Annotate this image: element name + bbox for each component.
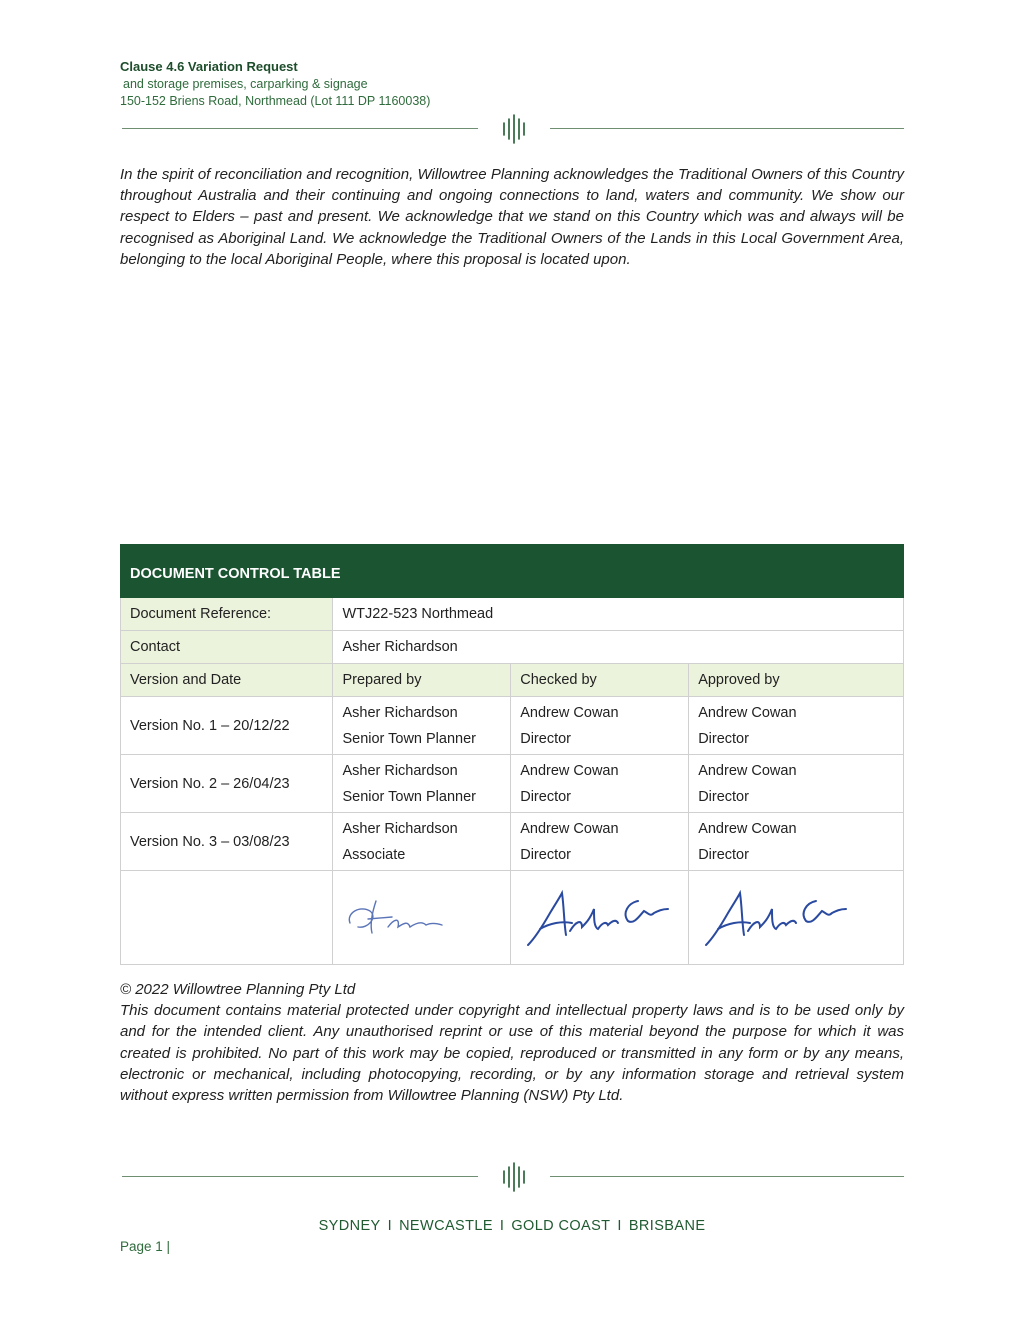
signature-row — [121, 871, 904, 965]
reference-value: WTJ22-523 Northmead — [333, 598, 904, 631]
prepared-role: Senior Town Planner — [342, 788, 476, 805]
prepared-name: Asher Richardson — [342, 820, 458, 837]
prepared-signature-cell — [333, 871, 511, 965]
checked-name: Andrew Cowan — [520, 762, 619, 779]
office-locations — [0, 1218, 1024, 1234]
city-gold-coast: GOLD COAST — [511, 1218, 611, 1234]
page-number: Page 1 | — [120, 1239, 171, 1254]
approved-cell — [689, 813, 904, 871]
approved-signature-cell — [689, 871, 904, 965]
table-row — [121, 755, 904, 813]
document-header — [120, 58, 430, 110]
checked-cell — [511, 755, 689, 813]
approved-role: Director — [698, 730, 749, 747]
city-brisbane: BRISBANE — [628, 1218, 706, 1234]
document-subtitle: and storage premises, carparking & signage — [123, 77, 368, 91]
city-newcastle: NEWCASTLE — [399, 1218, 493, 1234]
acknowledgement-of-country: In the spirit of reconciliation and recognition, Willowtree Planning acknowledges the Traditional Owners of this Country throughout Australia and their continuing and ongoing connections to land, waters and community. We show our respect to Elders – past and present. We acknowledge that we stand on this Country which was and always will be recognised as Aboriginal Land. We acknowledge the Traditional Owners of the Lands in this Local Government Area, belonging to the local Aboriginal People, where this proposal is located upon. — [120, 166, 904, 268]
column-header-prepared: Prepared by — [333, 664, 511, 697]
city-separator: I — [617, 1218, 622, 1234]
checked-name: Andrew Cowan — [520, 820, 619, 837]
signature-empty-cell — [121, 871, 333, 965]
willowtree-logo-icon — [500, 114, 528, 144]
footer-divider — [120, 1162, 904, 1192]
approved-name: Andrew Cowan — [698, 762, 797, 779]
prepared-cell — [333, 697, 511, 755]
checked-role: Director — [520, 788, 571, 805]
table-title: DOCUMENT CONTROL TABLE — [121, 545, 904, 598]
approved-role: Director — [698, 788, 749, 805]
site-address: 150-152 Briens Road, Northmead (Lot 111 DP 1160038) — [120, 94, 431, 108]
checked-cell — [511, 813, 689, 871]
copyright-notice — [120, 979, 904, 1106]
city-separator: I — [499, 1218, 505, 1234]
table-row — [121, 697, 904, 755]
prepared-name: Asher Richardson — [342, 704, 458, 721]
version-cell: Version No. 2 – 26/04/23 — [121, 755, 333, 813]
version-cell: Version No. 3 – 03/08/23 — [121, 813, 333, 871]
checked-cell — [511, 697, 689, 755]
prepared-cell — [333, 813, 511, 871]
prepared-name: Asher Richardson — [342, 762, 458, 779]
contact-value: Asher Richardson — [333, 631, 904, 664]
column-header-approved: Approved by — [689, 664, 904, 697]
version-cell: Version No. 1 – 20/12/22 — [121, 697, 333, 755]
approved-cell — [689, 697, 904, 755]
reference-label: Document Reference: — [121, 598, 333, 631]
checked-signature-icon — [520, 883, 670, 953]
prepared-cell — [333, 755, 511, 813]
copyright-text: This document contains material protected under copyright and intellectual property laws and is to be used only by and for the intended client. Any unauthorised reprint or use of this material beyond the purpose for which it was created is prohibited. No part of this work may be copied, reproduced or transmitted in any form or by any means, electronic or mechanical, including photocopying, recording, or by any information storage and retrieval system without express written permission from Willowtree Planning (NSW) Pty Ltd. — [120, 1002, 904, 1105]
table-row — [121, 813, 904, 871]
checked-name: Andrew Cowan — [520, 704, 619, 721]
column-header-version: Version and Date — [121, 664, 333, 697]
approved-role: Director — [698, 846, 749, 863]
document-control-table — [120, 544, 904, 965]
contact-label: Contact — [121, 631, 333, 664]
checked-role: Director — [520, 730, 571, 747]
approved-cell — [689, 755, 904, 813]
header-divider — [120, 114, 904, 144]
prepared-role: Senior Town Planner — [342, 730, 476, 747]
checked-role: Director — [520, 846, 571, 863]
approved-name: Andrew Cowan — [698, 704, 797, 721]
approved-name: Andrew Cowan — [698, 820, 797, 837]
checked-signature-cell — [511, 871, 689, 965]
copyright-line: © 2022 Willowtree Planning Pty Ltd — [120, 981, 356, 998]
city-separator: I — [387, 1218, 393, 1234]
willowtree-logo-icon — [500, 1162, 528, 1192]
city-sydney: SYDNEY — [318, 1218, 381, 1234]
prepared-role: Associate — [342, 846, 406, 863]
document-title: Clause 4.6 Variation Request — [120, 59, 298, 74]
prepared-signature-icon — [342, 893, 452, 943]
column-header-checked: Checked by — [511, 664, 689, 697]
approved-signature-icon — [698, 883, 848, 953]
